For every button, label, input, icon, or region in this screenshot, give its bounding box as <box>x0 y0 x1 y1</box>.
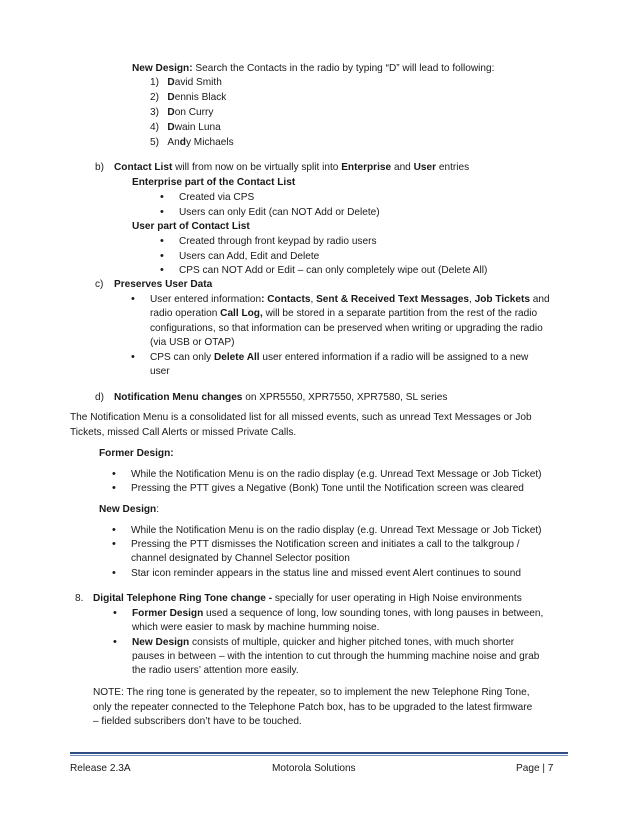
new-design-search-line <box>132 61 494 76</box>
user-data-bullet-line <box>150 306 537 321</box>
text-run: user entered information if a radio will be assigned to a new <box>259 352 529 363</box>
text-run: User entered information <box>150 294 262 305</box>
contact-number: 1) <box>150 77 159 88</box>
preserves-user-data-title <box>114 277 212 292</box>
notification-menu-title: Notification Menu changes <box>114 392 243 403</box>
text-run: Call Log, <box>220 308 263 319</box>
contact-number: 5) <box>150 137 159 148</box>
contact-first-letter: D <box>167 107 175 118</box>
user-bullet: • Users can Add, Edit and Delete <box>179 249 319 264</box>
former-design-bullet: • While the Notification Menu is on the radio display (e.g. Unread Text Message or Job Ticket) <box>131 467 542 482</box>
text-run: New Design <box>132 637 190 648</box>
preserves-user-data-text: Preserves User Data <box>114 279 213 290</box>
footer-rule <box>70 752 568 754</box>
enterprise-heading <box>132 175 295 190</box>
new-design-text: Search the Contacts in the radio by typing “D” will lead to following: <box>195 63 495 74</box>
user-data-bullet <box>150 292 550 307</box>
notification-paragraph-line: The Notification Menu is a consolidated list for all missed events, such as unread Text Messages or Job <box>70 412 532 423</box>
contact-rest: avid Smith <box>174 77 222 88</box>
ring-tone-line <box>93 591 522 606</box>
text-run: will be stored in a separate partition from the rest of the radio <box>262 308 538 319</box>
contact-rest: ennis Black <box>174 92 227 103</box>
ring-tone-title: Digital Telephone Ring Tone change - <box>93 593 273 604</box>
item-c-marker: c) <box>95 279 104 290</box>
ring-tone-new-line: the radio users’ attention more easily. <box>132 665 299 676</box>
ring-tone-new-line: pauses in between – with the intention to cut through the humming machine noise and grab <box>132 651 540 662</box>
ring-tone-former-bullet <box>132 606 543 621</box>
contact-first-letter: A <box>167 137 175 148</box>
user-heading-text: User part of Contact List <box>132 221 250 232</box>
enterprise-word: Enterprise <box>341 162 392 173</box>
contact-number: 4) <box>150 122 159 133</box>
footer-release: Release 2.3A <box>70 763 131 774</box>
item-b-marker: b) <box>95 162 104 173</box>
text-run: Delete All <box>213 352 260 363</box>
text-run: CPS can only <box>150 352 214 363</box>
new-design-notif-text: New Design <box>99 504 157 515</box>
note-line: NOTE: The ring tone is generated by the repeater, so to implement the new Telephone Ring Tone, <box>93 687 530 698</box>
contact-rest: y Michaels <box>185 137 234 148</box>
item-d-marker: d) <box>95 392 104 403</box>
user-word: User <box>413 162 437 173</box>
contact-first-letter: D <box>167 92 175 103</box>
text-run: Job Tickets <box>474 294 530 305</box>
text-run: Sent & Received Text Messages <box>316 294 470 305</box>
contact-number: 2) <box>150 92 159 103</box>
user-bullet: • CPS can NOT Add or Edit – can only completely wipe out (Delete All) <box>179 263 487 278</box>
former-design-text: Former Design: <box>99 448 174 459</box>
text-run: , <box>469 294 475 305</box>
text-run: used a sequence of long, low sounding tones, with long pauses in between, <box>203 608 544 619</box>
ring-tone-text: specially for user operating in High Noise environments <box>272 593 522 604</box>
note-line: – fielded subscribers don’t have to be touched. <box>93 716 302 727</box>
item-b-text: will from now on be virtually split into <box>175 162 339 173</box>
item-b-line <box>114 160 469 175</box>
text-run: , <box>310 294 317 305</box>
contact-first-letter: D <box>167 77 175 88</box>
note-line: only the repeater connected to the Telephone Patch box, has to be upgraded to the latest firmware <box>93 702 533 713</box>
new-design-notif-bullet: • Star icon reminder appears in the status line and missed event Alert continues to sound <box>131 566 521 581</box>
notification-menu-models: on XPR5550, XPR7550, XPR7580, SL series <box>245 392 448 403</box>
text-run: radio operation <box>150 308 221 319</box>
cps-bullet <box>150 350 528 365</box>
new-design-notif-label <box>99 502 159 517</box>
enterprise-bullet: • Users can only Edit (can NOT Add or Delete) <box>179 205 380 220</box>
footer-company: Motorola Solutions <box>272 763 356 774</box>
contact-bold-mid: d <box>179 137 186 148</box>
contact-item <box>150 135 234 150</box>
new-design-notif-bullet: • Pressing the PTT dismisses the Notification screen and initiates a call to the talkgroup / <box>131 537 520 552</box>
footer-page-number: Page | 7 <box>516 763 554 774</box>
ring-tone-new-bullet <box>132 635 514 650</box>
new-design-notif-bullet: • While the Notification Menu is on the radio display (e.g. Unread Text Message or Job Ticket) <box>131 523 542 538</box>
contact-item <box>150 75 222 90</box>
text-run: : Contacts <box>261 294 311 305</box>
cps-bullet-line: user <box>150 366 170 377</box>
contact-item <box>150 120 221 135</box>
and-word: and <box>393 162 411 173</box>
user-data-bullet-line: configurations, so that information can be preserved when writing or upgrading the radio <box>150 323 543 334</box>
user-heading <box>132 219 250 234</box>
footer-rule-thin <box>70 755 568 756</box>
ring-tone-former-line: which were easier to mask by machine humming noise. <box>132 622 380 633</box>
user-bullet: • Created through front keypad by radio users <box>179 234 377 249</box>
contact-item <box>150 90 226 105</box>
contact-first-letter: D <box>167 122 175 133</box>
notification-paragraph-line: Tickets, missed Call Alerts or missed Private Calls. <box>70 427 297 438</box>
text-run: consists of multiple, quicker and higher pitched tones, with much shorter <box>189 637 515 648</box>
enterprise-bullet: • Created via CPS <box>179 190 254 205</box>
notification-menu-line <box>114 390 447 405</box>
new-design-notif-bullet-line: channel designated by Channel Selector position <box>131 553 350 564</box>
former-design-label <box>99 446 174 461</box>
contact-item <box>150 105 213 120</box>
contact-list-title: Contact List <box>114 162 173 173</box>
entries-word: entries <box>438 162 470 173</box>
enterprise-heading-text: Enterprise part of the Contact List <box>132 177 296 188</box>
contact-number: 3) <box>150 107 159 118</box>
text-run: and <box>530 294 550 305</box>
contact-rest: wain Luna <box>174 122 221 133</box>
new-design-label: New Design: <box>132 63 193 74</box>
item-8-marker: 8. <box>75 593 84 604</box>
contact-rest: on Curry <box>174 107 214 118</box>
user-data-bullet-line: (via USB or OTAP) <box>150 337 235 348</box>
contact-mid: n <box>174 137 180 148</box>
former-design-bullet: • Pressing the PTT gives a Negative (Bonk) Tone until the Notification screen was cleared <box>131 481 524 496</box>
text-run: : <box>156 504 160 515</box>
text-run: Former Design <box>132 608 204 619</box>
